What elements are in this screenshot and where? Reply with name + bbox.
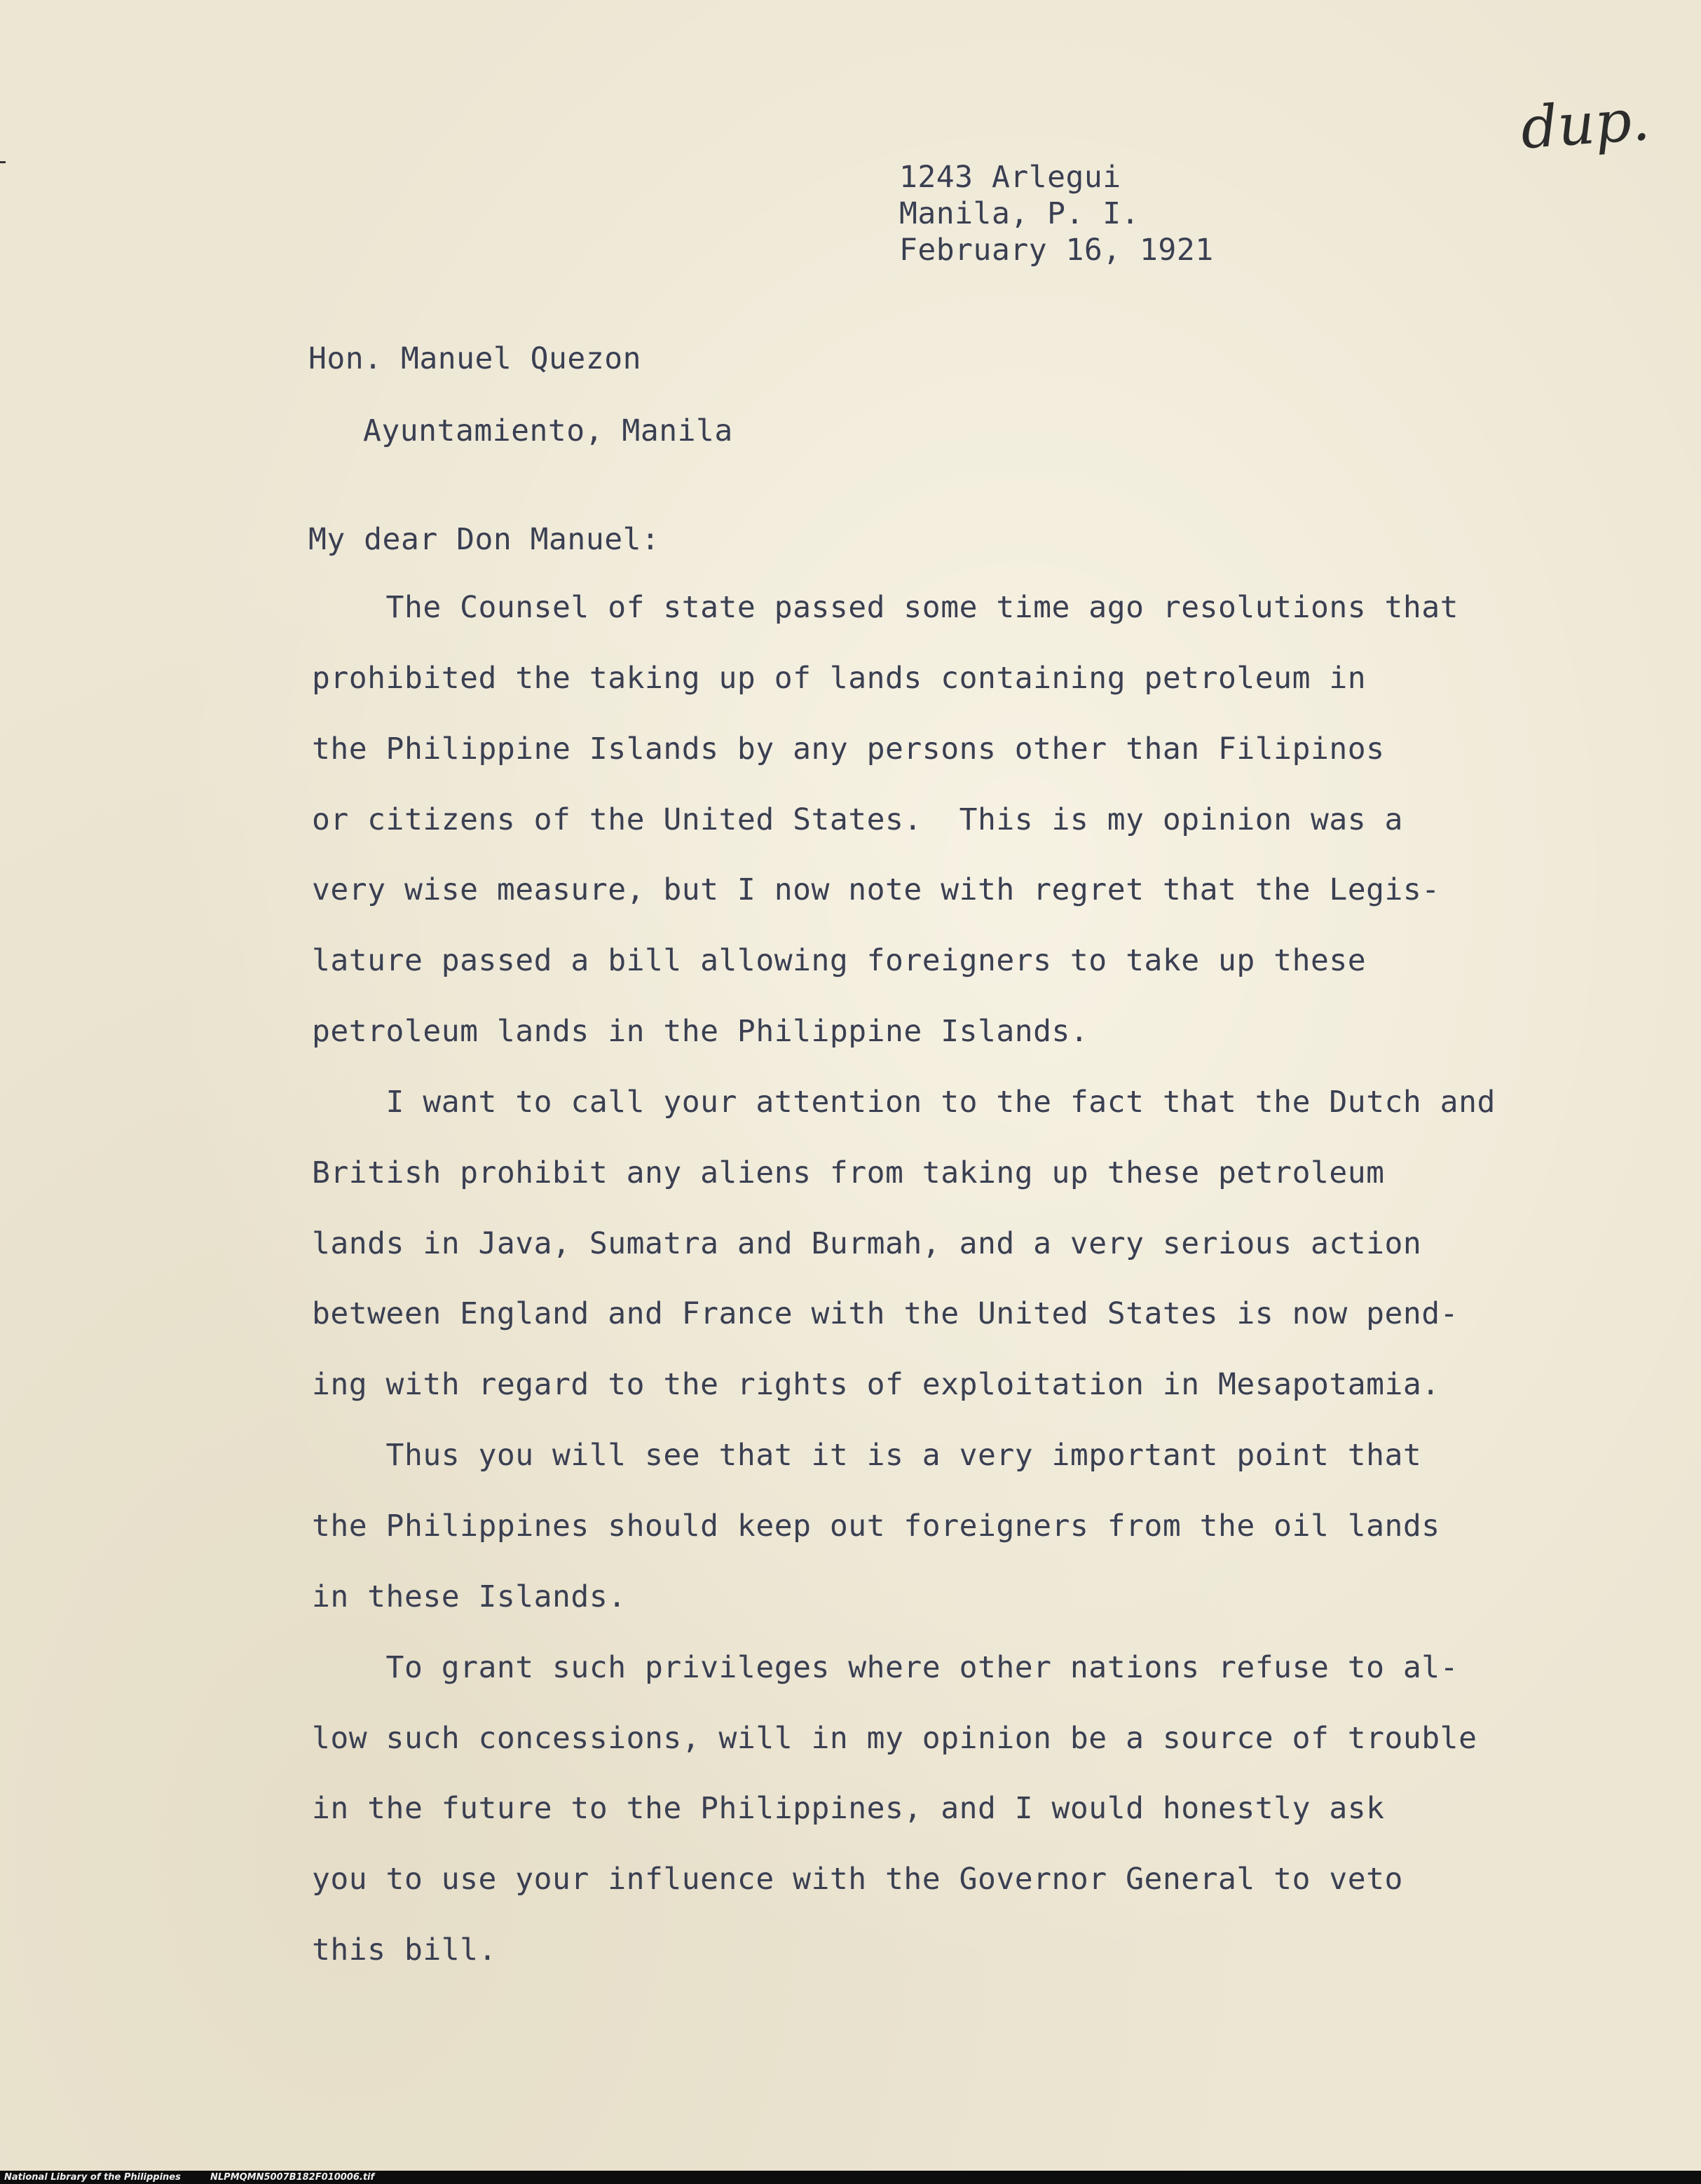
body-line: Thus you will see that it is a very important point that [312, 1438, 1422, 1473]
body-line: the Philippine Islands by any persons other than Filipinos [312, 732, 1385, 767]
body-line: The Counsel of state passed some time ago resolutions that [312, 590, 1459, 625]
body-line: British prohibit any aliens from taking up these petroleum [312, 1155, 1385, 1190]
body-line: ing with regard to the rights of exploitation in Mesapotamia. [312, 1367, 1440, 1402]
recipient-place: Ayuntamiento, Manila [363, 413, 733, 448]
archive-library-name: National Library of the Philippines [4, 2172, 181, 2183]
body-line: in these Islands. [312, 1579, 627, 1614]
archive-file-id: NLPMQMN5007B182F010006.tif [210, 2172, 375, 2183]
body-line: very wise measure, but I now note with regret that the Legis- [312, 872, 1440, 907]
body-line: the Philippines should keep out foreigners from the oil lands [312, 1509, 1440, 1544]
body-line: this bill. [312, 1932, 497, 1967]
address-street: 1243 Arlegui [899, 160, 1121, 195]
handwritten-annotation: dup. [1518, 86, 1652, 163]
letter-date: February 16, 1921 [899, 233, 1214, 268]
body-line: petroleum lands in the Philippine Islands. [312, 1014, 1089, 1049]
body-line: prohibited the taking up of lands containing petroleum in [312, 661, 1367, 696]
body-line: lands in Java, Sumatra and Burmah, and a very serious action [312, 1226, 1422, 1261]
body-line: lature passed a bill allowing foreigners to take up these [312, 943, 1367, 978]
body-line: between England and France with the United States is now pend- [312, 1296, 1459, 1331]
salutation: My dear Don Manuel: [308, 522, 660, 557]
body-line: or citizens of the United States. This is my opinion was a [312, 802, 1403, 837]
margin-mark [0, 161, 6, 163]
body-line: I want to call your attention to the fact that the Dutch and [312, 1085, 1496, 1120]
body-line: in the future to the Philippines, and I would honestly ask [312, 1791, 1385, 1826]
recipient-name: Hon. Manuel Quezon [308, 341, 641, 376]
body-line: you to use your influence with the Governor General to veto [312, 1862, 1403, 1897]
address-city: Manila, P. I. [899, 196, 1140, 231]
body-line: To grant such privileges where other nations refuse to al- [312, 1650, 1459, 1685]
sender-address-block [899, 160, 1214, 269]
body-line: low such concessions, will in my opinion be a source of trouble [312, 1721, 1477, 1756]
